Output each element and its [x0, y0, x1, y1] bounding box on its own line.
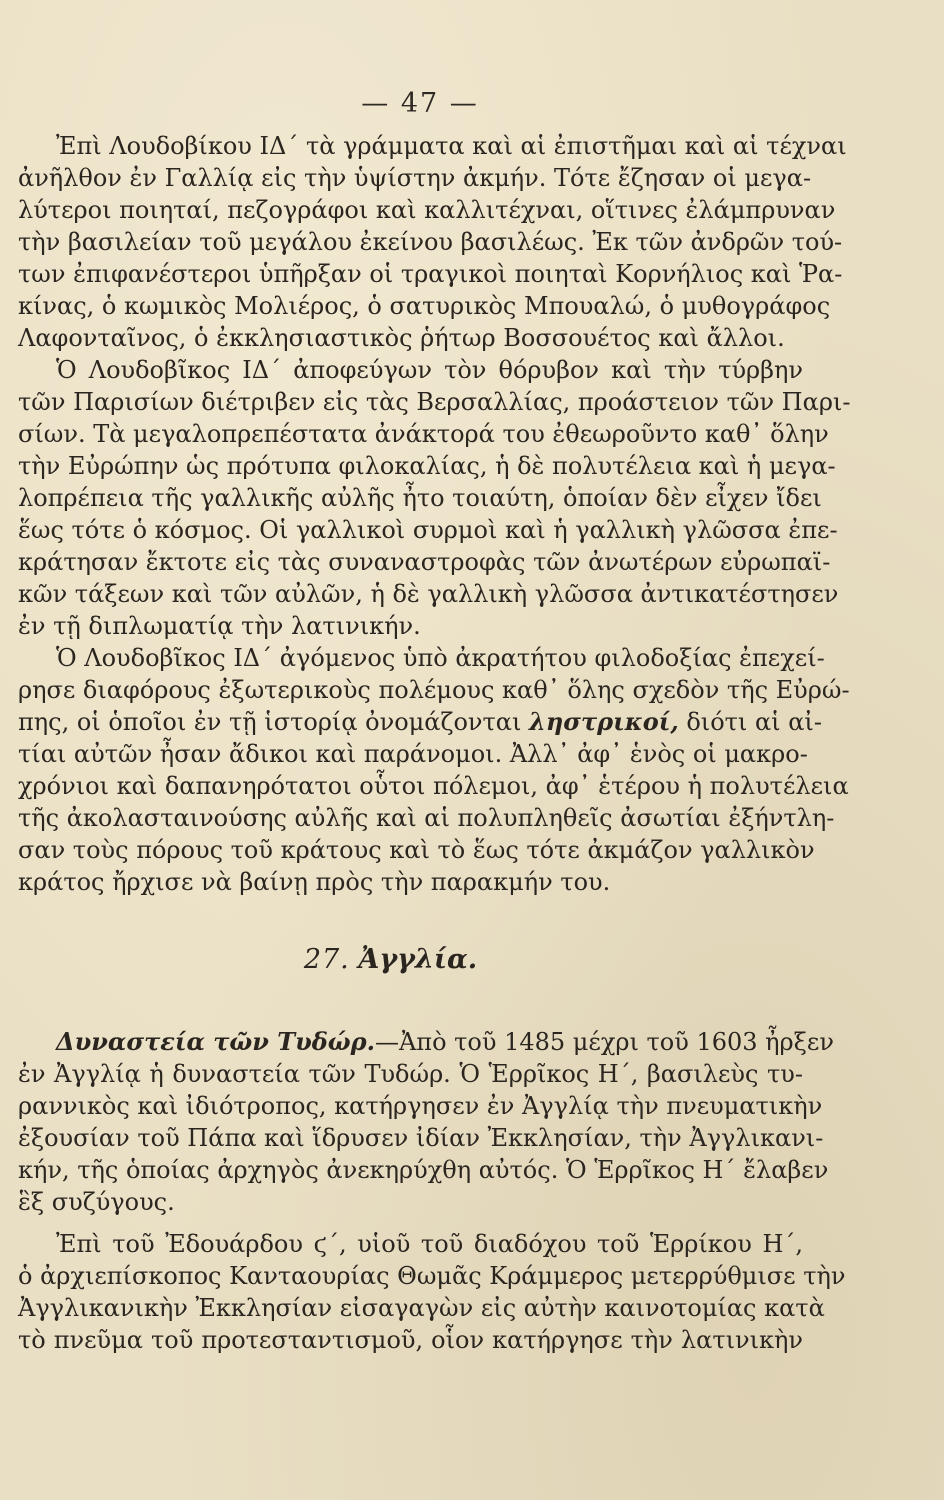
section-heading: [18, 932, 803, 988]
text-line: των ἐπιφανέστεροι ὑπῆρξαν οἱ τραγικοὶ ποιηταὶ Κορνήλιος καὶ Ῥα-: [18, 260, 843, 288]
text-line: τὴν Εὐρώπην ὡς πρότυπα φιλοκαλίας, ἡ δὲ πολυτέλεια καὶ ἡ μεγα-: [18, 452, 836, 480]
text-line: ἕως τότε ὁ κόσμος. Οἱ γαλλικοὶ συρμοὶ καὶ ἡ γαλλικὴ γλῶσσα ἐπε-: [18, 516, 838, 544]
text-line: χρόνιοι καὶ δαπανηρότατοι οὗτοι πόλεμοι, ἀφ᾽ ἑτέρου ἡ πολυτέλεια: [18, 772, 849, 800]
text-line: ἐν Ἀγγλίᾳ ἡ δυναστεία τῶν Τυδώρ. Ὁ Ἑρρῖκος Η΄, βασιλεὺς τυ-: [18, 1060, 803, 1088]
paragraph-literature: [18, 130, 847, 354]
text-line: λοπρέπεια τῆς γαλλικῆς αὐλῆς ἦτο τοιαύτη, ὁποίαν δὲν εἶχεν ἴδει: [18, 484, 822, 512]
text-line: σίων. Τὰ μεγαλοπρεπέστατα ἀνάκτορά του ἐθεωροῦντο καθ᾽ ὅλην: [18, 420, 829, 448]
text-line: Λαφονταῖνος, ὁ ἐκκλησιαστικὸς ῥήτωρ Βοσσουέτος καὶ ἄλλοι.: [18, 324, 785, 352]
text-line: κράτησαν ἔκτοτε εἰς τὰς συναναστροφὰς τῶν ἀνωτέρων εὐρωπαϊ-: [18, 548, 831, 576]
paragraph-versailles: [18, 354, 851, 642]
text-fragment: διότι αἱ αἰ-: [678, 708, 822, 736]
paragraph-gap: [18, 1218, 803, 1228]
text-line: ἓξ συζύγους.: [18, 1188, 175, 1216]
text-line: κήν, τῆς ὁποίας ἀρχηγὸς ἀνεκηρύχθη αὐτός. Ὁ Ἑρρῖκος Η΄ ἔλαβεν: [18, 1156, 829, 1184]
text-line: Ἐπὶ Λουδοβίκου ΙΔ΄ τὰ γράμματα καὶ αἱ ἐπιστῆμαι καὶ αἱ τέχναι: [56, 132, 847, 160]
text-line-with-emphasis: [18, 706, 822, 738]
text-line: Ὁ Λουδοβῖκος ΙΔ΄ ἀποφεύγων τὸν θόρυβον καὶ τὴν τύρβην: [56, 356, 803, 384]
page-number: — 47 —: [361, 88, 479, 119]
text-line: ἐξουσίαν τοῦ Πάπα καὶ ἵδρυσεν ἰδίαν Ἐκκλησίαν, τὴν Ἀγγλικανι-: [18, 1124, 824, 1152]
text-line: ὁ ἀρχιεπίσκοπος Κανταουρίας Θωμᾶς Κράμμερος μετερρύθμισε τὴν: [18, 1262, 846, 1290]
text-line: λύτεροι ποιηταί, πεζογράφοι καὶ καλλιτέχναι, οἵτινες ἐλάμπρυναν: [18, 196, 836, 224]
paragraph-lead-title: Δυναστεία τῶν Τυδώρ.: [56, 1027, 375, 1056]
text-line: σαν τοὺς πόρους τοῦ κράτους καὶ τὸ ἕως τότε ἀκμάζον γαλλικὸν: [18, 836, 815, 864]
emphasis-term: ληστρικοί,: [529, 707, 679, 736]
text-line: ραννικὸς καὶ ἰδιότροπος, κατήργησεν ἐν Ἀγγλίᾳ τὴν πνευματικὴν: [18, 1092, 823, 1120]
section-number: 27.: [303, 944, 350, 975]
paragraph-wars: [18, 642, 850, 898]
text-fragment: πης, οἱ ὁποῖοι ἐν τῇ ἱστορίᾳ ὀνομάζονται: [18, 708, 530, 736]
text-line: τῆς ἀκολασταινούσης αὐλῆς καὶ αἱ πολυπληθεῖς ἀσωτίαι ἐξήντλη-: [18, 804, 835, 832]
text-line: Ἐπὶ τοῦ Ἐδουάρδου ϛ΄, υἱοῦ τοῦ διαδόχου τοῦ Ἑρρίκου Η΄,: [56, 1230, 803, 1258]
text-line: Ἀγγλικανικὴν Ἐκκλησίαν εἰσαγαγὼν εἰς αὐτὴν καινοτομίας κατὰ: [18, 1294, 825, 1322]
section-title: Ἀγγλία.: [358, 944, 478, 975]
text-line: κράτος ἤρχισε νὰ βαίνῃ πρὸς τὴν παρακμήν του.: [18, 868, 611, 896]
text-line: κίνας, ὁ κωμικὸς Μολιέρος, ὁ σατυρικὸς Μπουαλώ, ὁ μυθογράφος: [18, 292, 831, 320]
text-line: τῶν Παρισίων διέτριβεν εἰς τὰς Βερσαλλίας, προάστειον τῶν Παρι-: [18, 388, 851, 416]
text-line: Ὁ Λουδοβῖκος ΙΔ΄ ἀγόμενος ὑπὸ ἀκρατήτου φιλοδοξίας ἐπεχεί-: [56, 644, 825, 672]
text-line: τὸ πνεῦμα τοῦ προτεσταντισμοῦ, οἷον κατήργησε τὴν λατινικὴν: [18, 1326, 803, 1354]
text-line: ἀνῆλθον ἐν Γαλλίᾳ εἰς τὴν ὑψίστην ἀκμήν. Τότε ἔζησαν οἱ μεγα-: [18, 164, 812, 192]
text-line-with-lead: [18, 1026, 834, 1058]
book-page: [18, 0, 851, 1500]
paragraph-edward: [18, 1228, 846, 1356]
text-fragment: —Ἀπὸ τοῦ 1485 μέχρι τοῦ 1603 ἦρξεν: [374, 1028, 834, 1056]
text-line: τὴν βασιλείαν τοῦ μεγάλου ἐκείνου βασιλέως. Ἐκ τῶν ἀνδρῶν τού-: [18, 228, 843, 256]
page-body: [18, 130, 851, 1356]
text-line: κῶν τάξεων καὶ τῶν αὐλῶν, ἡ δὲ γαλλικὴ γλῶσσα ἀντικατέστησεν: [18, 580, 839, 608]
text-line: ρησε διαφόρους ἐξωτερικοὺς πολέμους καθ᾽ ὅλης σχεδὸν τῆς Εὐρώ-: [18, 676, 850, 704]
text-line: ἐν τῇ διπλωματίᾳ τὴν λατινικήν.: [18, 612, 421, 640]
text-line: τίαι αὐτῶν ἦσαν ἄδικοι καὶ παράνομοι. Ἀλλ᾽ ἀφ᾽ ἑνὸς οἱ μακρο-: [18, 740, 808, 768]
paragraph-tudors: [18, 1026, 834, 1218]
